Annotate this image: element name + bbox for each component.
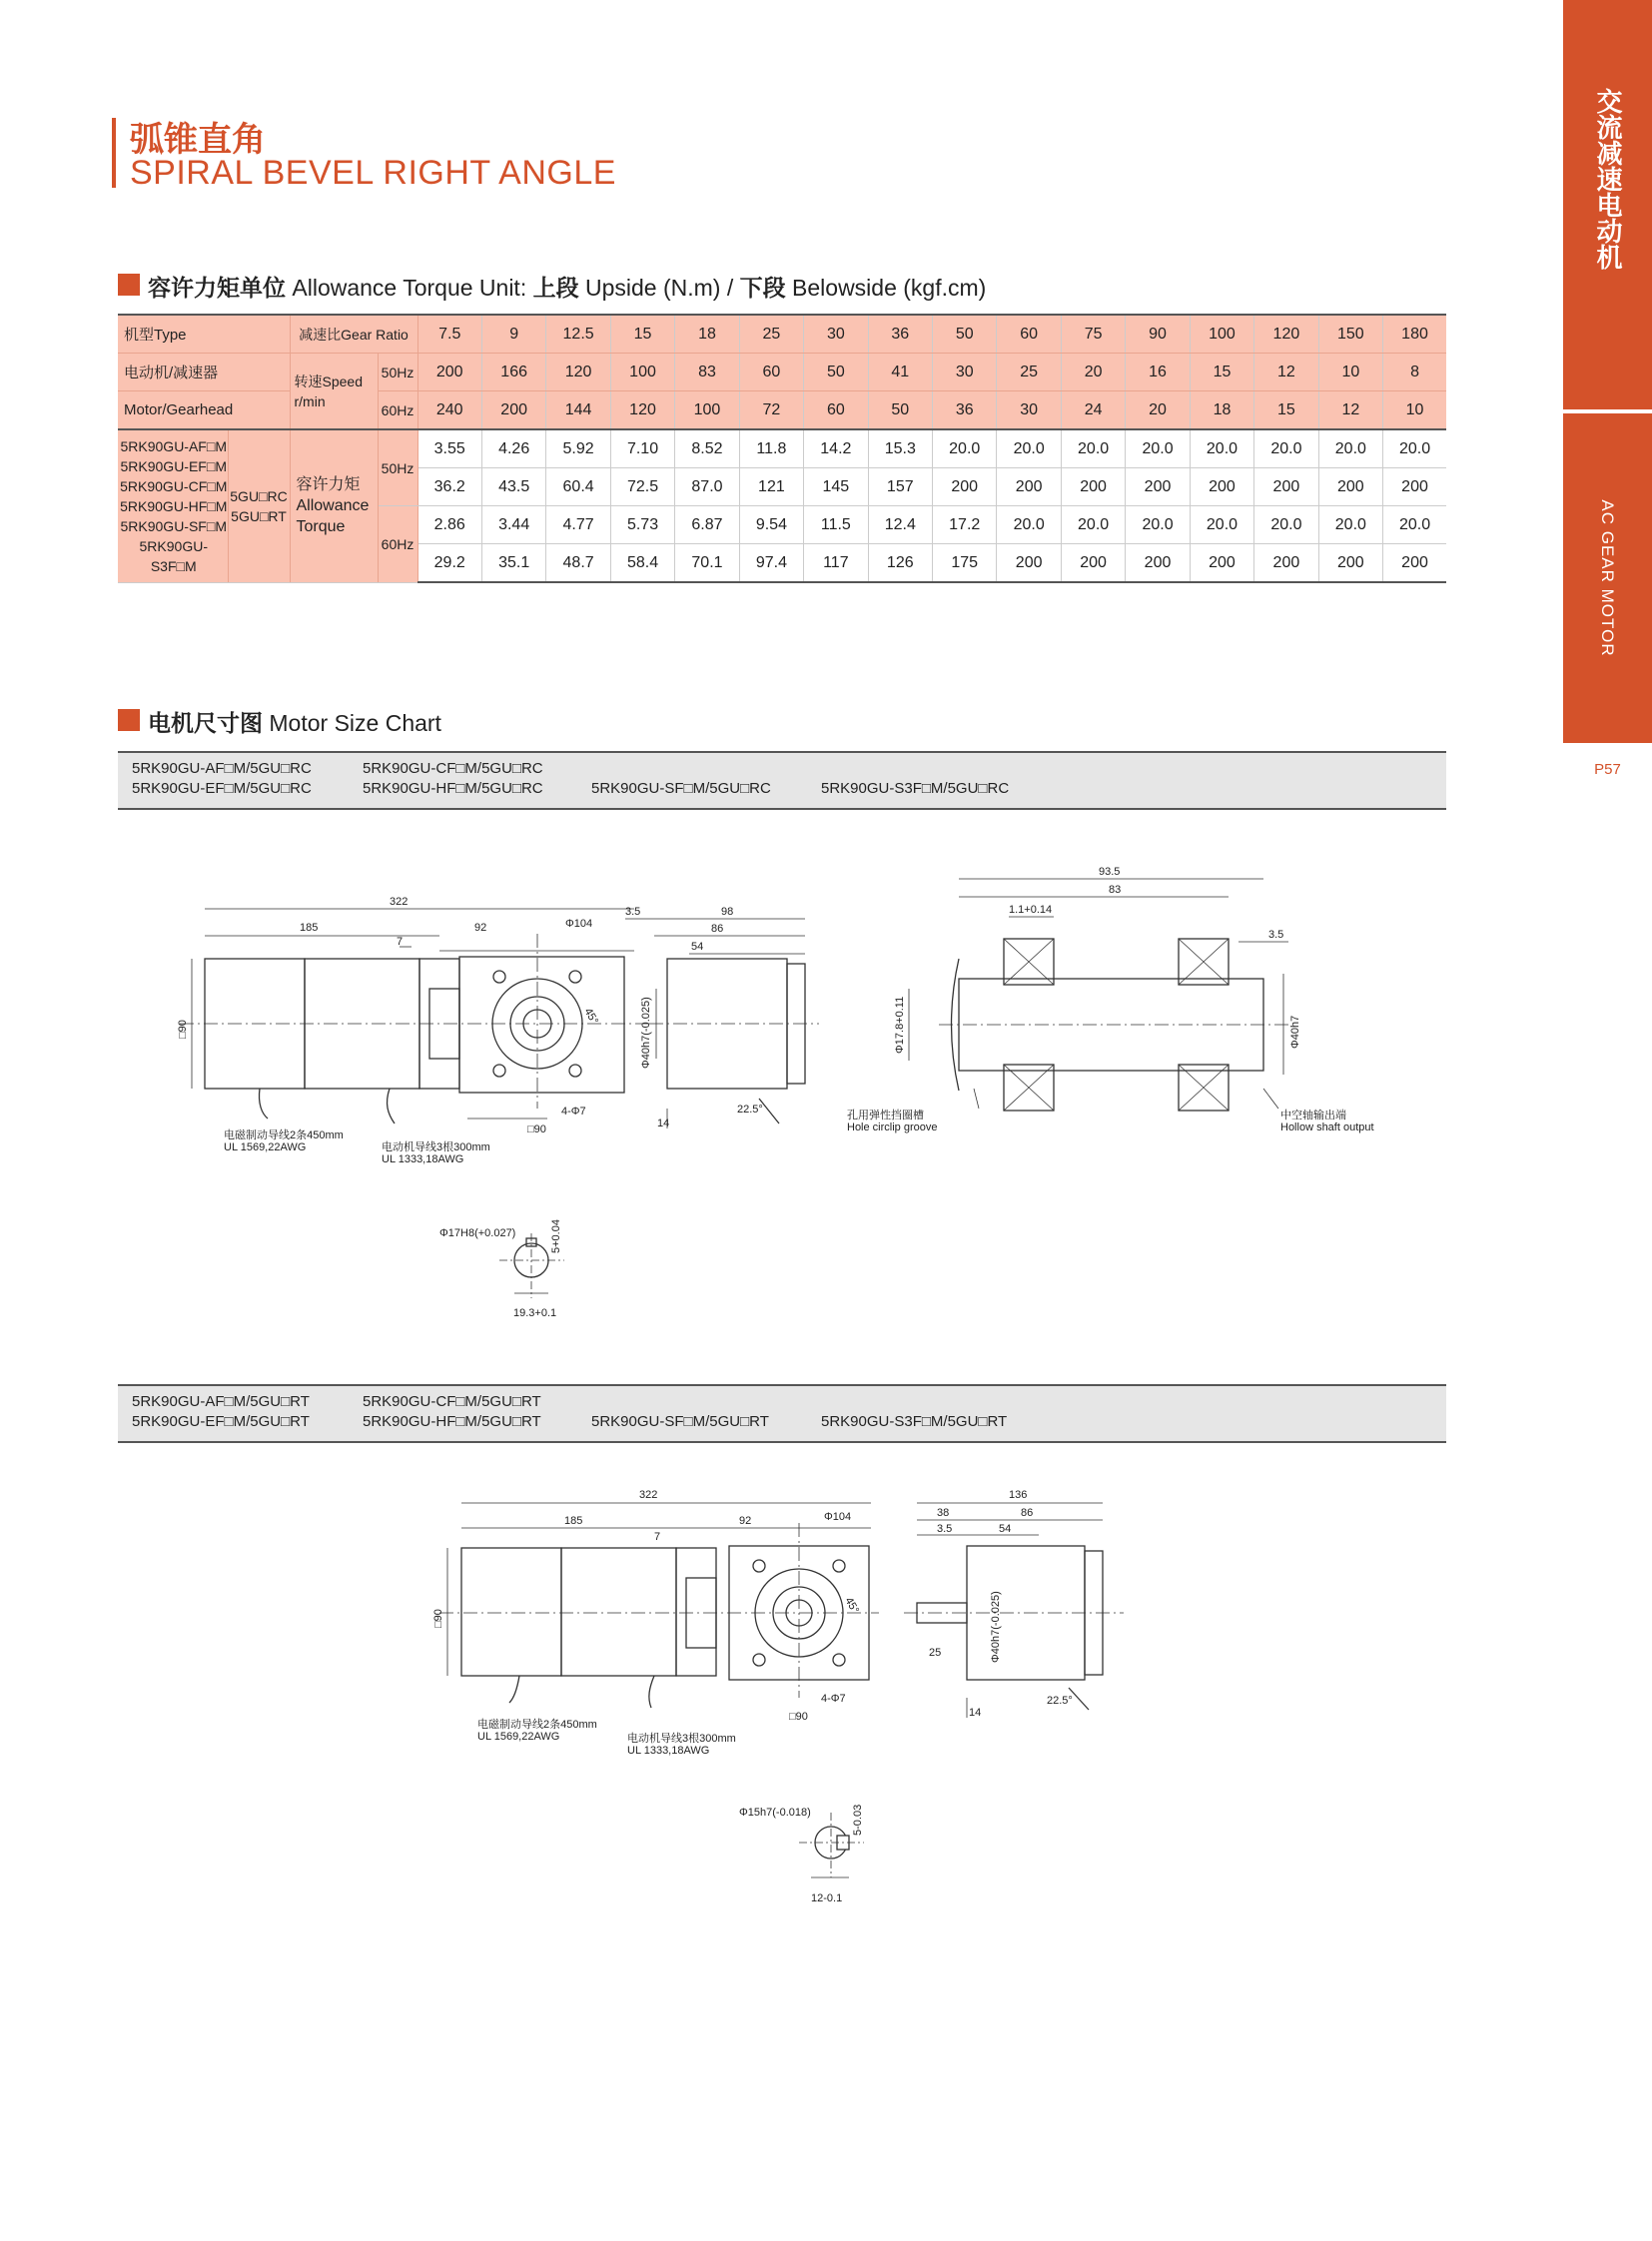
torque60-kgf-cell: 200 xyxy=(1254,544,1318,583)
dim-phi104: Φ104 xyxy=(565,918,593,930)
torque60-nm-cell: 20.0 xyxy=(1190,506,1253,544)
gearhead-list xyxy=(228,429,290,582)
torque50-kgf-cell: 200 xyxy=(933,468,997,506)
torque60-nm-cell: 20.0 xyxy=(1254,506,1318,544)
speed-unit: r/min xyxy=(294,392,326,409)
torque50-nm-cell: 20.0 xyxy=(1254,429,1318,468)
rc-model: 5RK90GU-SF□M/5GU□RC xyxy=(591,780,771,797)
speed50-cell: 60 xyxy=(739,354,803,391)
section-marker xyxy=(118,274,140,296)
dim-3-5b: 3.5 xyxy=(1268,929,1284,941)
torque50-nm-cell: 20.0 xyxy=(1126,429,1190,468)
torque-label-en-1: Allowance xyxy=(296,497,370,515)
hollow-en: Hollow shaft output xyxy=(1280,1121,1374,1133)
torque50-kgf-cell: 72.5 xyxy=(610,468,674,506)
dim-185: 185 xyxy=(300,922,319,934)
ratio-cell: 150 xyxy=(1318,315,1382,354)
dim-7: 7 xyxy=(654,1531,661,1543)
angle-22-5: 22.5° xyxy=(1047,1695,1073,1707)
rt-model: 5RK90GU-SF□M/5GU□RT xyxy=(591,1413,769,1430)
torque50-kgf-cell: 157 xyxy=(868,468,932,506)
torque60-nm-cell: 20.0 xyxy=(1126,506,1190,544)
speed50-cell: 83 xyxy=(675,354,739,391)
side-tab-cn xyxy=(1563,0,1652,409)
ratio-cell: 120 xyxy=(1254,315,1318,354)
dim-14: 14 xyxy=(657,1118,670,1129)
motor-wire-2: UL 1333,18AWG xyxy=(627,1745,710,1757)
speed50-cell: 10 xyxy=(1318,354,1382,391)
dim-54: 54 xyxy=(999,1523,1012,1535)
upper-en: Upside (N.m) / xyxy=(578,275,740,301)
torque50-nm-cell: 20.0 xyxy=(933,429,997,468)
type-label-2: 电动机/减速器 xyxy=(118,354,290,391)
motor-wire-2: UL 1333,18AWG xyxy=(382,1153,464,1165)
ratio-row xyxy=(118,315,1446,354)
speed60-cell: 12 xyxy=(1318,391,1382,430)
dim-sq90: □90 xyxy=(177,1020,189,1039)
rc-model: 5RK90GU-HF□M/5GU□RC xyxy=(363,780,543,797)
side-tab-en xyxy=(1563,413,1652,743)
rt-side-labels xyxy=(432,1489,861,1757)
rt-shaft-labels xyxy=(739,1805,864,1904)
dim-phi40: Φ40h7(-0.025) xyxy=(640,997,652,1069)
speed60-cell: 24 xyxy=(1061,391,1125,430)
ratio-cell: 30 xyxy=(804,315,868,354)
torque-title-cn: 容许力矩单位 xyxy=(148,276,286,302)
torque60-kgf-cell: 200 xyxy=(1383,544,1446,583)
groove-en: Hole circlip groove xyxy=(847,1121,938,1133)
speed50-cell: 20 xyxy=(1061,354,1125,391)
ratio-cell: 12.5 xyxy=(546,315,610,354)
angle-22-5: 22.5° xyxy=(737,1104,763,1116)
torque50-nm-cell: 5.92 xyxy=(546,429,610,468)
speed50-cell: 166 xyxy=(481,354,545,391)
ratio-cell: 25 xyxy=(739,315,803,354)
speed50-cell: 8 xyxy=(1383,354,1446,391)
dim-322: 322 xyxy=(639,1489,658,1501)
torque60-kgf-cell: 200 xyxy=(997,544,1061,583)
dim-sq90b: □90 xyxy=(527,1123,546,1135)
torque60-nm-cell: 3.44 xyxy=(481,506,545,544)
ratio-cell: 7.5 xyxy=(417,315,481,354)
dim-86: 86 xyxy=(711,923,724,935)
speed50-cell: 12 xyxy=(1254,354,1318,391)
torque60-kgf-cell: 200 xyxy=(1318,544,1382,583)
speed60-cell: 36 xyxy=(933,391,997,430)
dim-sq90: □90 xyxy=(432,1609,444,1628)
speed50-cell: 41 xyxy=(868,354,932,391)
dim-86: 86 xyxy=(1021,1507,1034,1519)
dim-83: 83 xyxy=(1109,884,1122,896)
motor-model: 5RK90GU-CF□M xyxy=(120,477,228,494)
dim-3-5: 3.5 xyxy=(937,1523,953,1535)
hz50-torque-label: 50Hz xyxy=(378,429,417,506)
torque60-kgf-cell: 29.2 xyxy=(417,544,481,583)
speed60-cell: 10 xyxy=(1383,391,1446,430)
holes-label: 4-Φ7 xyxy=(561,1106,586,1118)
ratio-cell: 75 xyxy=(1061,315,1125,354)
torque50-nm-cell: 15.3 xyxy=(868,429,932,468)
torque60-nm-cell: 12.4 xyxy=(868,506,932,544)
page-title-en: SPIRAL BEVEL RIGHT ANGLE xyxy=(130,154,616,192)
speed60-cell: 200 xyxy=(481,391,545,430)
title-accent-bar xyxy=(112,118,116,188)
ratio-cell: 36 xyxy=(868,315,932,354)
dim-phi104: Φ104 xyxy=(824,1511,852,1523)
torque60-nm-cell: 20.0 xyxy=(1383,506,1446,544)
torque50-nm-cell: 4.26 xyxy=(481,429,545,468)
hz60-label: 60Hz xyxy=(378,391,417,430)
torque60-nm-cell: 5.73 xyxy=(610,506,674,544)
torque50-kgf-cell: 36.2 xyxy=(417,468,481,506)
torque-label-en-2: Torque xyxy=(296,518,346,536)
side-title-cn: 交流减速电动机 xyxy=(1592,88,1622,270)
torque60-nm-cell: 9.54 xyxy=(739,506,803,544)
torque60-kgf-cell: 48.7 xyxy=(546,544,610,583)
motor-model: 5RK90GU-HF□M xyxy=(120,497,228,514)
torque50-kgf-cell: 60.4 xyxy=(546,468,610,506)
section-marker xyxy=(118,709,140,731)
rt-front-labels xyxy=(929,1489,1073,1719)
brake-wire-1: 电磁制动导线2条450mm xyxy=(477,1719,597,1731)
motor-model: 5RK90GU-S3F□M xyxy=(139,537,208,574)
angle-45: 45° xyxy=(581,1006,601,1027)
dim-92: 92 xyxy=(739,1515,752,1527)
key-5: 5+0.04 xyxy=(550,1219,562,1253)
rc-hollow-section xyxy=(909,879,1288,1111)
speed50-cell: 100 xyxy=(610,354,674,391)
rc-front-view xyxy=(625,919,819,1128)
torque60-kgf-cell: 97.4 xyxy=(739,544,803,583)
torque50-nm-cell: 20.0 xyxy=(1190,429,1253,468)
dim-185: 185 xyxy=(564,1515,583,1527)
motor-list xyxy=(118,429,228,582)
speed60-cell: 100 xyxy=(675,391,739,430)
ratio-cell: 15 xyxy=(610,315,674,354)
dim-54: 54 xyxy=(691,941,704,953)
ratio-cell: 9 xyxy=(481,315,545,354)
speed60-cell: 15 xyxy=(1254,391,1318,430)
speed50-cell: 120 xyxy=(546,354,610,391)
upper-cn: 上段 xyxy=(532,276,579,302)
dim-phi40b: Φ40h7 xyxy=(1289,1015,1301,1049)
torque50-nm-cell: 20.0 xyxy=(1061,429,1125,468)
torque60-kgf-cell: 200 xyxy=(1061,544,1125,583)
torque60-kgf-cell: 70.1 xyxy=(675,544,739,583)
torque50-kgf-cell: 145 xyxy=(804,468,868,506)
rc-drawing xyxy=(0,819,1498,1338)
hz50-label: 50Hz xyxy=(378,354,417,391)
key-5: 5-0.03 xyxy=(852,1804,864,1836)
torque50-kgf-cell: 200 xyxy=(1318,468,1382,506)
speed-label-cell xyxy=(290,354,378,430)
torque60-kgf-cell: 35.1 xyxy=(481,544,545,583)
rt-model: 5RK90GU-EF□M/5GU□RT xyxy=(132,1413,310,1430)
dim-phi17-8: Φ17.8+0.11 xyxy=(894,996,906,1054)
rc-model: 5RK90GU-AF□M/5GU□RC xyxy=(132,760,312,777)
rc-side-view xyxy=(180,909,649,1123)
brake-wire-2: UL 1569,22AWG xyxy=(224,1141,307,1153)
speed60-cell: 18 xyxy=(1190,391,1253,430)
torque-label-cell xyxy=(290,429,378,582)
speed60-cell: 20 xyxy=(1126,391,1190,430)
torque50-kgf-cell: 200 xyxy=(1061,468,1125,506)
dim-sq90b: □90 xyxy=(789,1711,808,1723)
torque50-nm-cell: 7.10 xyxy=(610,429,674,468)
speed60-cell: 120 xyxy=(610,391,674,430)
gearhead-model: 5GU□RT xyxy=(231,507,287,524)
torque60-kgf-cell: 200 xyxy=(1126,544,1190,583)
rc-model: 5RK90GU-S3F□M/5GU□RC xyxy=(821,780,1010,797)
speed60-cell: 50 xyxy=(868,391,932,430)
torque50-nm-cell: 8.52 xyxy=(675,429,739,468)
hz60-torque-label: 60Hz xyxy=(378,506,417,583)
speed60-cell: 240 xyxy=(417,391,481,430)
rc-model-bar xyxy=(118,751,1446,810)
torque60-nm-cell: 6.87 xyxy=(675,506,739,544)
rt-front-view xyxy=(904,1503,1124,1718)
torque60-nm-cell: 11.5 xyxy=(804,506,868,544)
torque50-nm-cell: 20.0 xyxy=(1318,429,1382,468)
speed50-cell: 50 xyxy=(804,354,868,391)
speed60-cell: 30 xyxy=(997,391,1061,430)
side-title-en: AC GEAR MOTOR xyxy=(1598,499,1617,657)
ratio-cell: 50 xyxy=(933,315,997,354)
dim-136: 136 xyxy=(1009,1489,1028,1501)
hollow-cn: 中空轴输出端 xyxy=(1280,1110,1346,1121)
rt-model: 5RK90GU-S3F□M/5GU□RT xyxy=(821,1413,1008,1430)
torque60-nm-cell: 2.86 xyxy=(417,506,481,544)
torque-table xyxy=(118,314,1446,583)
brake-wire-1: 电磁制动导线2条450mm xyxy=(224,1129,344,1141)
speed50-cell: 15 xyxy=(1190,354,1253,391)
torque60-kgf-cell: 58.4 xyxy=(610,544,674,583)
torque50-nm-cell: 20.0 xyxy=(1383,429,1446,468)
torque60-kgf-cell: 175 xyxy=(933,544,997,583)
torque60-kgf-cell: 200 xyxy=(1190,544,1253,583)
speed-label: 转速Speed xyxy=(294,373,363,389)
rt-model: 5RK90GU-AF□M/5GU□RT xyxy=(132,1393,310,1410)
speed60-cell: 72 xyxy=(739,391,803,430)
dim-98: 98 xyxy=(721,906,734,918)
dim-3-5: 3.5 xyxy=(625,906,641,918)
dim-14: 14 xyxy=(969,1707,982,1719)
speed60-cell: 144 xyxy=(546,391,610,430)
rt-model: 5RK90GU-CF□M/5GU□RT xyxy=(363,1393,541,1410)
torque60-kgf-cell: 117 xyxy=(804,544,868,583)
brake-wire-2: UL 1569,22AWG xyxy=(477,1731,560,1743)
rc-model: 5RK90GU-CF□M/5GU□RC xyxy=(363,760,543,777)
torque50-nm-cell: 14.2 xyxy=(804,429,868,468)
page-title-cn: 弧锥直角 xyxy=(130,120,266,160)
type-label-3: Motor/Gearhead xyxy=(118,391,290,430)
torque60-nm-cell: 17.2 xyxy=(933,506,997,544)
ratio-cell: 180 xyxy=(1383,315,1446,354)
speed50-row xyxy=(118,354,1446,391)
torque50-kgf-cell: 87.0 xyxy=(675,468,739,506)
rc-front-labels xyxy=(625,906,763,1129)
torque50-nm-cell: 20.0 xyxy=(997,429,1061,468)
speed60-cell: 60 xyxy=(804,391,868,430)
dim-1-1: 1.1+0.14 xyxy=(1009,904,1053,916)
torque50-nm-cell: 11.8 xyxy=(739,429,803,468)
dim-19-3: 19.3+0.1 xyxy=(513,1307,557,1319)
ratio-cell: 90 xyxy=(1126,315,1190,354)
ratio-cell: 100 xyxy=(1190,315,1253,354)
rc-side-labels xyxy=(177,896,600,1165)
lower-cn: 下段 xyxy=(739,276,786,302)
dim-92: 92 xyxy=(474,922,487,934)
torque50-nm-cell: 3.55 xyxy=(417,429,481,468)
rc-model: 5RK90GU-EF□M/5GU□RC xyxy=(132,780,312,797)
torque60-nm-cell: 20.0 xyxy=(997,506,1061,544)
motor-wire-1: 电动机导线3根300mm xyxy=(627,1733,736,1745)
torque-title-unit: Allowance Torque Unit: xyxy=(286,275,533,301)
speed50-cell: 30 xyxy=(933,354,997,391)
speed50-cell: 200 xyxy=(417,354,481,391)
torque60-nm-cell: 20.0 xyxy=(1061,506,1125,544)
rt-model: 5RK90GU-HF□M/5GU□RT xyxy=(363,1413,541,1430)
ratio-cell: 18 xyxy=(675,315,739,354)
angle-45: 45° xyxy=(842,1595,862,1616)
motor-wire-1: 电动机导线3根300mm xyxy=(382,1141,490,1153)
torque50-kgf-cell: 200 xyxy=(1190,468,1253,506)
torque50-kgf-cell: 200 xyxy=(1126,468,1190,506)
dim-93-5: 93.5 xyxy=(1099,866,1121,878)
dim-38: 38 xyxy=(937,1507,950,1519)
dim-7: 7 xyxy=(397,936,404,948)
motor-model: 5RK90GU-AF□M xyxy=(120,437,227,454)
ratio-cell: 60 xyxy=(997,315,1061,354)
size-title-cn: 电机尺寸图 xyxy=(148,711,263,737)
rt-drawing xyxy=(0,1478,1298,1927)
torque60-nm-cell: 4.77 xyxy=(546,506,610,544)
dim-12: 12-0.1 xyxy=(811,1892,843,1904)
rc-hollow-labels xyxy=(847,866,1374,1133)
size-title-en: Motor Size Chart xyxy=(263,710,441,736)
ratio-label: 减速比Gear Ratio xyxy=(290,315,417,354)
bore-label: Φ17H8(+0.027) xyxy=(439,1227,516,1239)
torque50-kgf-cell: 200 xyxy=(997,468,1061,506)
dim-25: 25 xyxy=(929,1647,942,1659)
dim-322: 322 xyxy=(390,896,409,908)
torque50-kgf-cell: 43.5 xyxy=(481,468,545,506)
speed50-cell: 25 xyxy=(997,354,1061,391)
speed50-cell: 16 xyxy=(1126,354,1190,391)
rc-bore-labels xyxy=(439,1219,562,1319)
dim-phi40: Φ40h7(-0.025) xyxy=(990,1591,1002,1663)
torque60-nm-cell: 20.0 xyxy=(1318,506,1382,544)
groove-cn: 孔用弹性挡圈槽 xyxy=(847,1110,924,1121)
type-label: 机型Type xyxy=(118,315,290,354)
page-number: P57 xyxy=(1594,761,1621,778)
shaft-label: Φ15h7(-0.018) xyxy=(739,1807,811,1819)
torque-label-cn: 容许力矩 xyxy=(296,476,361,494)
gearhead-model: 5GU□RC xyxy=(230,487,288,504)
torque50-kgf-cell: 200 xyxy=(1383,468,1446,506)
motor-model: 5RK90GU-EF□M xyxy=(120,457,227,474)
lower-en: Belowside (kgf.cm) xyxy=(785,275,987,301)
torque-section-title xyxy=(148,270,986,303)
torque50-kgf-cell: 200 xyxy=(1254,468,1318,506)
torque60-kgf-cell: 126 xyxy=(868,544,932,583)
motor-model: 5RK90GU-SF□M xyxy=(120,517,227,534)
rt-model-bar xyxy=(118,1384,1446,1443)
torque50-kgf-cell: 121 xyxy=(739,468,803,506)
size-section-title xyxy=(148,705,441,738)
holes-label: 4-Φ7 xyxy=(821,1693,846,1705)
torque50-nm-row xyxy=(118,429,1446,468)
